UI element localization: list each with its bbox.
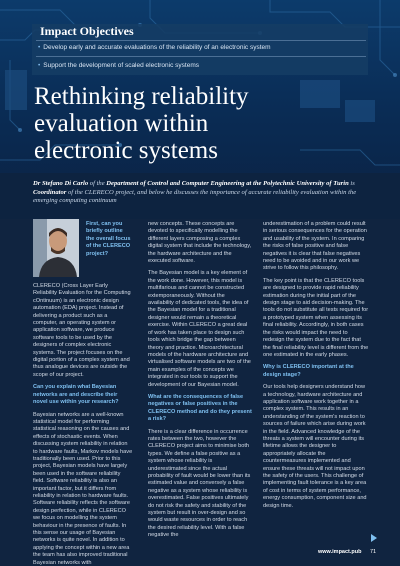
answer-3-continued: underestimation of a problem could result in serious consequences for the operation and usability of the system. In comparing the risks of false positive and false negatives it is clear that false negatives need to be avoided and in our work we strive to follow this philosophy.: [263, 221, 367, 272]
answer-2: Bayesian networks are a well-known statistical model for performing statistical reasoning on the causes and effects of stochastic events. When discussing system reliability in relation to hardware faults, Markov models have traditionally been used. Prior to this project, Bayesian models have largely been used in the software reliability field. Software reliability is also an important factor, but it differs from reliability in relation to hardware faults. Software reliability reflects the software design perfection, while in CLERECO we focus on modelling the system behaviour in the presence of faults. In this sense our usage of Bayesian networks is quite novel. In addition to applying the concept within a new area the team has also improved traditional Bayesian networks with: [33, 411, 133, 566]
page-number: 71: [370, 549, 377, 555]
header-banner: [0, 0, 400, 200]
objective-item: • Support the development of scaled electronic systems: [38, 62, 200, 69]
objectives-divider: [36, 56, 366, 57]
objective-item: • Develop early and accurate evaluations of the reliability of an electronic system: [38, 44, 271, 51]
column-3: [263, 221, 369, 515]
portrait-image: [33, 219, 79, 277]
question-3: What are the consequences of false negatives or false positives in the CLERECO method and do they present a risk?: [148, 393, 252, 423]
headline-line: electronic systems: [34, 137, 218, 164]
column-1-intro: [86, 221, 131, 262]
answer-2-continued: new concepts. These concepts are devoted to specifically modelling the different layers composing a complex digital system that include the technology, the hardware architecture and the executed software.: [148, 221, 252, 265]
headline-line: evaluation within: [34, 110, 209, 137]
standfirst-text: Dr Stefano Di Carlo of the Department of Control and Computer Engineering at the Polytechnic University of Turin is Coordinator of the CLERECO project, and below he discusses the importance of accurate reliability evaluation within the emerging computing continuum: [33, 180, 357, 204]
next-page-arrow-icon[interactable]: [371, 534, 377, 542]
column-1: [33, 283, 133, 566]
column-2: [148, 221, 252, 545]
answer-3: There is a clear difference in occurrence rates between the two, however the CLERECO project aims to minimise both types. We define a false positive as a system whose reliability is underestimated since the actual probability of fault would be lower than its estimated value and conversely a false negative as a system whose reliability is overestimated. False positives ultimately do not risk the safety and stability of the system but result in over-design and so would waste resources in order to reach the desired reliability level. With a false negative the: [148, 428, 251, 539]
objectives-divider: [36, 40, 366, 41]
question-2: Can you explain what Bayesian networks are and describe their novel use within your research?: [33, 384, 119, 406]
bullet-icon: •: [38, 44, 41, 51]
answer-4: Our tools help designers understand how a technology, hardware architecture and application software work together in a complex system. This results in an understanding of the system's reaction to sources of failure which arise during work in the field. Advanced knowledge of the threats a system will encounter during its lifetime allows the designer to appropriately allocate the countermeasures implemented and ensure these threats will not impact upon the safety of the users. This challenge of implementing fault tolerance is a key area of cost in terms of system performance, energy consumption, component size and design time.: [263, 384, 367, 509]
answer-2-more: The Bayesian model is a key element of the work done. However, this model is multifarious and cannot be constructed extemporaneously. Without the availability of dedicated tools, the idea of the Bayesian model for a traditional designer would remain a theoretical exercise. Within CLERECO a great deal of work has taken place to design such tools which bridge the gap between theory and practice. Microarchitectural models of the hardware architecture and virtualised software models are two of the main examples of the concepts we integrated in our tools to support the development of our Bayesian model.: [148, 270, 251, 388]
headline-line: Rethinking reliability: [34, 83, 249, 110]
author-photo: [33, 219, 79, 277]
impact-objectives-title: Impact Objectives: [40, 24, 134, 38]
question-4: Why is CLERECO important at the design stage?: [263, 364, 354, 378]
answer-1: CLERECO (Cross Layer Early Reliability Evaluation for the Computing cOntinuum) is an electronic design automation (EDA) project. Instead of delivering a product such as a computer, an operating system or application software, we produce software tools to be used by the designers of complex electronic systems. The project focuses on the digital portion of a complex system and thus analogue devices are outside the scope of our project.: [33, 283, 131, 378]
question-1: First, can you briefly outline the overall focus of the CLERECO project?: [86, 221, 131, 257]
answer-3-more: The key point is that the CLERECO tools are designed to provide rapid reliability estimation during the initial part of the design stage to aid decision-making. The tools do not substitute all tests required for a prototyped system when assessing its final reliability. Accordingly, in both cases the risks would impact the need to redesign the system due to the fact that the final reliability level is different from the one estimated in the early phases.: [263, 277, 369, 358]
bullet-icon: •: [38, 62, 41, 69]
article-headline: [34, 83, 384, 164]
footer-url[interactable]: www.impact.pub: [318, 549, 362, 555]
